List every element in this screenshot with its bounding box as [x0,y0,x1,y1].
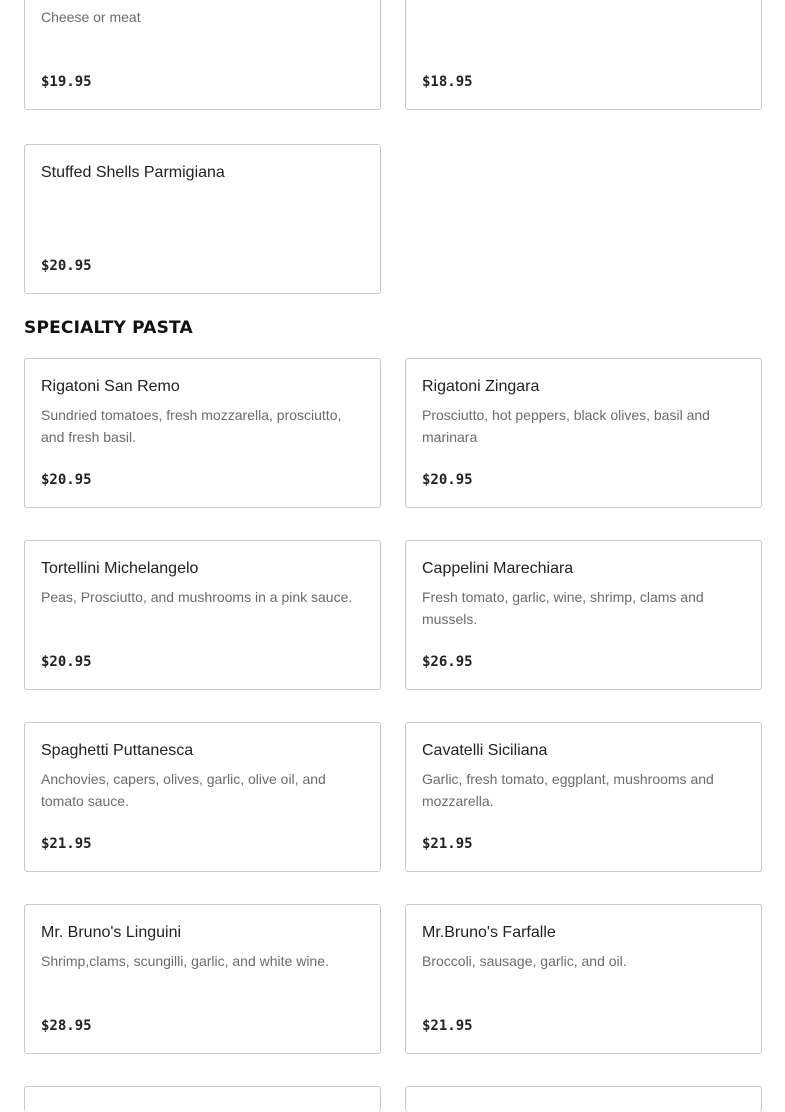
menu-item-name: Mr. Bruno's Linguini [41,924,182,941]
menu-item-card[interactable] [405,358,762,508]
menu-item-description: Anchovies, capers, olives, garlic, olive oil, and tomato sauce. [41,771,326,809]
menu-item-card[interactable] [405,540,762,690]
menu-item-price: $28.95 [41,1018,92,1034]
menu-item-description: Fresh tomato, garlic, wine, shrimp, clams and mussels. [422,589,704,627]
menu-item-price: $18.95 [422,74,473,90]
menu-item-price: $20.95 [41,258,92,274]
menu-item-name: Cavatelli Siciliana [422,742,548,759]
section-title-specialty-pasta: SPECIALTY PASTA [24,318,193,338]
menu-item-description: Prosciutto, hot peppers, black olives, basil and marinara [422,407,710,445]
menu-item-name: Rigatoni San Remo [41,378,180,395]
menu-item-name: Stuffed Shells Parmigiana [41,164,225,181]
menu-item-card[interactable] [405,904,762,1054]
menu-item-price: $21.95 [422,1018,473,1034]
menu-item-name: Rigatoni Zingara [422,378,540,395]
menu-item-price: $20.95 [41,654,92,670]
menu-item-card[interactable] [405,722,762,872]
menu-item-description: Broccoli, sausage, garlic, and oil. [422,953,627,969]
menu-item-price: $21.95 [41,836,92,852]
menu-item-name: Cappelini Marechiara [422,560,574,577]
menu-item-price: $19.95 [41,74,92,90]
menu-item-price: $26.95 [422,654,473,670]
menu-item-description: Peas, Prosciutto, and mushrooms in a pink sauce. [41,589,353,605]
menu-item-card[interactable] [24,540,381,690]
menu-item-card[interactable] [24,722,381,872]
menu-item-price: $20.95 [422,472,473,488]
menu-item-description: Cheese or meat [41,9,141,25]
menu-item-name: Mr.Bruno's Farfalle [422,924,556,941]
menu-item-price: $20.95 [41,472,92,488]
menu-item-name: Spaghetti Puttanesca [41,742,194,759]
menu-item-price: $21.95 [422,836,473,852]
menu-item-card[interactable] [24,358,381,508]
menu-item-description: Garlic, fresh tomato, eggplant, mushrooms and mozzarella. [422,771,714,809]
menu-item-card[interactable] [24,0,381,110]
menu-item-card[interactable] [24,144,381,294]
menu-item-card[interactable] [24,1086,381,1112]
menu-item-name: Tortellini Michelangelo [41,560,199,577]
menu-item-description: Sundried tomatoes, fresh mozzarella, prosciutto, and fresh basil. [41,407,342,445]
menu-item-card[interactable] [405,0,762,110]
menu-item-description: Shrimp,clams, scungilli, garlic, and white wine. [41,953,329,969]
menu-item-card[interactable] [405,1086,762,1112]
menu-item-card[interactable] [24,904,381,1054]
